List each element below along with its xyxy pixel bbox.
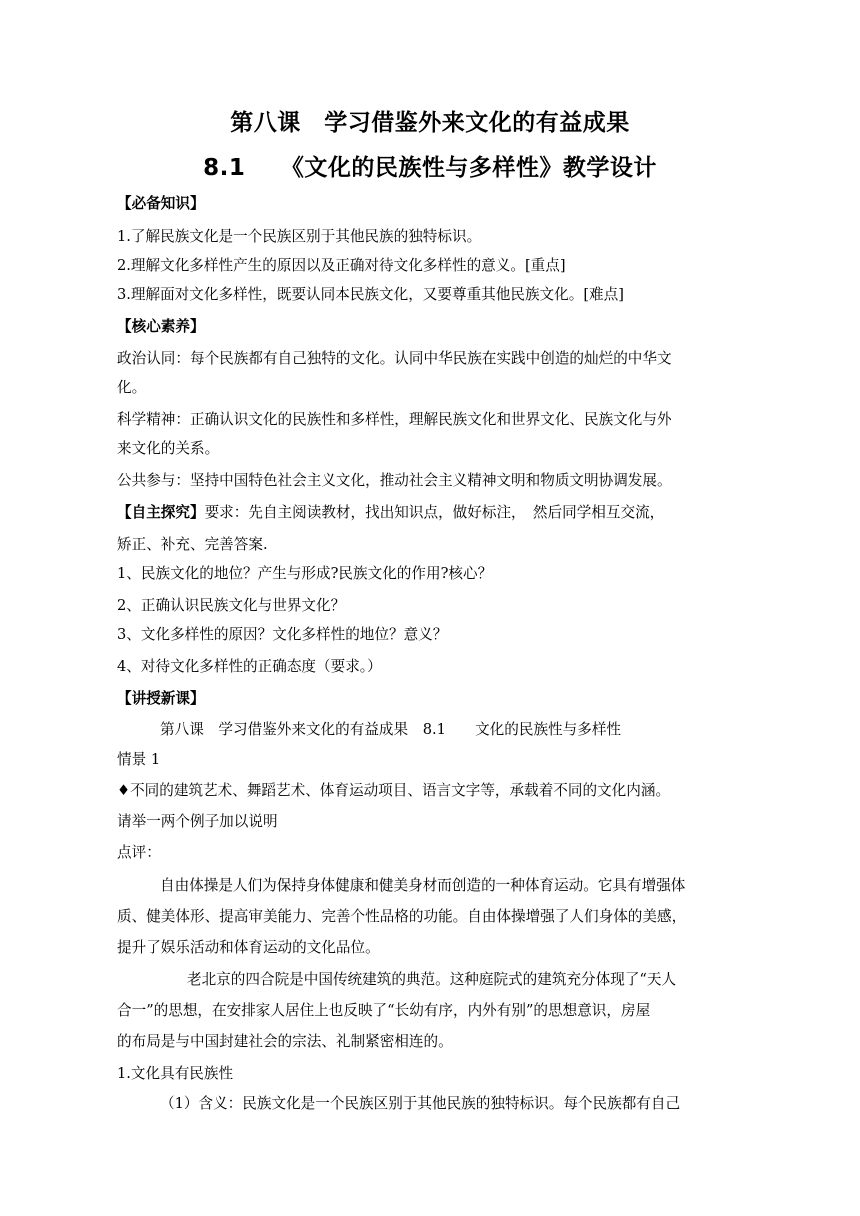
scene-label: 情景 1 (117, 751, 161, 768)
literacy-line: 化。 (117, 379, 147, 396)
knowledge-item: 3.理解面对文化多样性，既要认同本民族文化，又要尊重其他民族文化。[难点] (117, 286, 624, 303)
explore-question: 1、民族文化的地位？产生与形成?民族文化的作用?核心？ (117, 565, 493, 582)
scene-text: ♦不同的建筑艺术、舞蹈艺术、体育运动项目、语言文字等，承载着不同的文化内涵。 (117, 782, 671, 799)
scene-text: 请举一两个例子加以说明 (117, 813, 278, 830)
comment-paragraph-line: 提升了娱乐活动和体育运动的文化品位。 (117, 939, 380, 956)
comment-paragraph-line: 的布局是与中国封建社会的宗法、礼制紧密相连的。 (117, 1033, 453, 1050)
section-text: （1）含义：民族文化是一个民族区别于其他民族的独特标识。每个民族都有自己 (160, 1095, 681, 1112)
literacy-line: 公共参与：坚持中国特色社会主义文化，推动社会主义精神文明和物质文明协调发展。 (117, 472, 672, 489)
comment-paragraph-line: 自由体操是人们为保持身体健康和健美身材而创造的一种体育运动。它具有增强体 (160, 877, 686, 894)
comment-label: 点评： (117, 844, 161, 861)
comment-paragraph-line: 质、健美体形、提高审美能力、完善个性品格的功能。自由体操增强了人们身体的美感， (117, 908, 687, 925)
lesson-title: 第八课 学习借鉴外来文化的有益成果 (230, 110, 630, 136)
knowledge-heading: 【必备知识】 (117, 195, 205, 212)
explore-question: 4、对待文化多样性的正确态度（要求。） (117, 658, 382, 675)
explore-question: 3、文化多样性的原因？文化多样性的地位？意义？ (117, 626, 448, 643)
knowledge-item: 2.理解文化多样性产生的原因以及正确对待文化多样性的意义。[重点] (117, 257, 566, 274)
lesson-line: 第八课 学习借鉴外来文化的有益成果 8.1 文化的民族性与多样性 (160, 721, 622, 738)
explore-intro-text: 要求：先自主阅读教材，找出知识点，做好标注， 然后同学相互交流， (204, 504, 665, 521)
knowledge-item: 1.了解民族文化是一个民族区别于其他民族的独特标识。 (117, 228, 482, 245)
explore-intro-cont: 矫正、补充、完善答案. (117, 536, 268, 553)
literacy-heading: 【核心素养】 (117, 318, 205, 335)
design-subtitle: 8.1 《文化的民族性与多样性》教学设计 (203, 155, 657, 181)
explore-question: 2、正确认识民族文化与世界文化？ (117, 597, 346, 614)
literacy-line: 政治认同：每个民族都有自己独特的文化。认同中华民族在实践中创造的灿烂的中华文 (117, 350, 672, 367)
comment-paragraph-line: 合一”的思想，在安排家人居住上也反映了“长幼有序，内外有别”的思想意识，房屋 (117, 1002, 651, 1019)
literacy-line: 来文化的关系。 (117, 440, 220, 457)
section-heading: 1.文化具有民族性 (117, 1065, 234, 1082)
explore-heading: 【自主探究】 (117, 504, 205, 521)
literacy-line: 科学精神：正确认识文化的民族性和多样性，理解民族文化和世界文化、民族文化与外 (117, 411, 672, 428)
lecture-heading: 【讲授新课】 (117, 690, 205, 707)
explore-intro (117, 503, 737, 523)
comment-paragraph-line: 老北京的四合院是中国传统建筑的典范。这种庭院式的建筑充分体现了“天人 (187, 971, 677, 988)
